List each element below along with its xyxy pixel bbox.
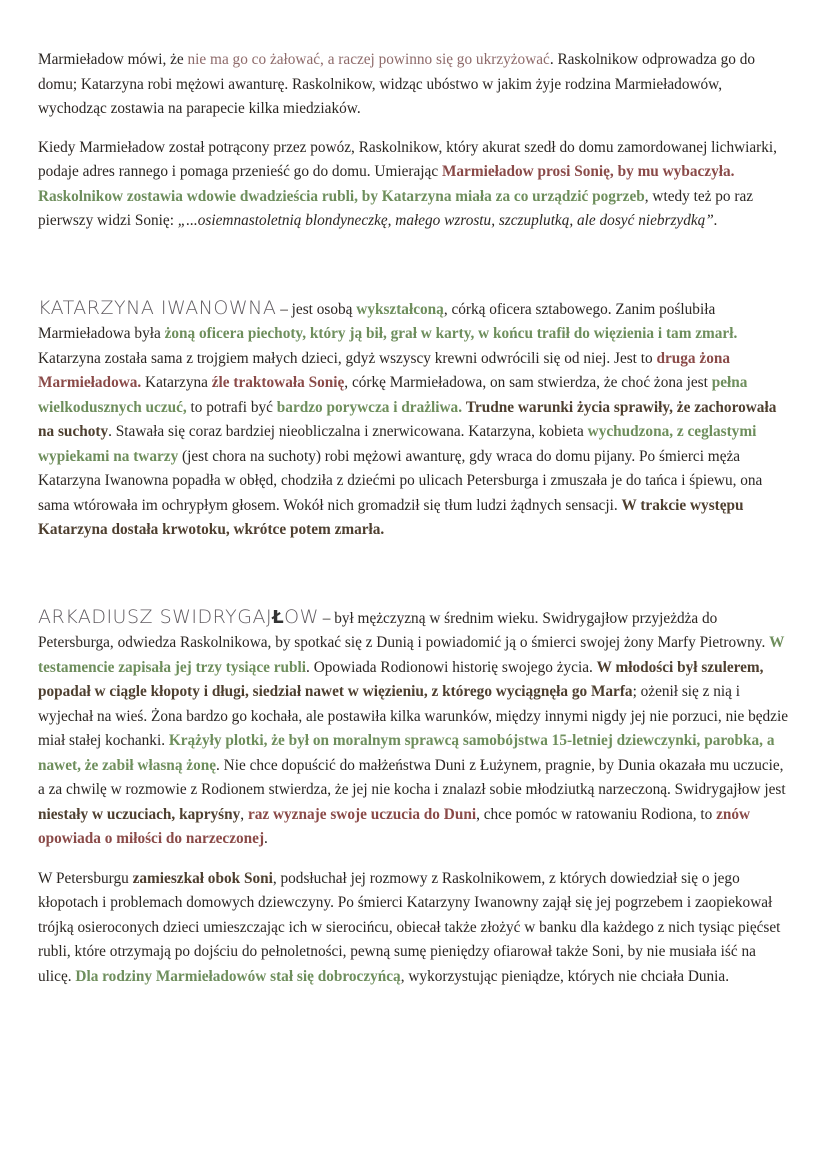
highlight-forgiveness: Marmieładow prosi Sonię, by mu wybaczyła. (441, 163, 735, 180)
highlight-quote: nie ma go co żałować, a raczej powinno się go ukrzyżować (187, 51, 550, 68)
heading-swidrygajlow: ARKADIUSZ SWIDRYGAJŁOW (38, 605, 319, 628)
paragraph-swidrygajlow-petersburg: W Petersburgu zamieszkał obok Soni, podsłuchał jej rozmowy z Raskolnikowem, z których dowiedział się o jego kłopotach i problemach domowych dziewczyny. Po śmierci Katarzyny Iwanowny zajął się jej pogrzebem i zaopiekował trójką osieroconych dzieci umieszczając ich w sierocińcu, obiecał także złożyć w banku dla każdego z nich tysiąc pięćset rubli, które otrzymają po dojściu do pełnoletności, pewną sumę pieniędzy ofiarował także Soni, by nie musiała iść na ulicę. Dla rodziny Marmieładowów stał się dobroczyńcą, wykorzystując pieniądze, których nie chciała Dunia. (38, 869, 781, 985)
heading-katarzyna: KATARZYNA IWANOWNA (38, 296, 277, 319)
section-katarzyna: KATARZYNA IWANOWNA – jest osobą wykształconą, córką oficera sztabowego. Zanim poślubiła Marmieładowa była żoną oficera piechoty, który ją bił, grał w karty, w końcu trafił do więzienia i tam zmarł. Katarzyna została sama z trojgiem małych dzieci, gdyż wszyscy krewni odwrócili się od niej. Jest to druga żona Marmieładowa. Katarzyna źle traktowała Sonię, córkę Marmieładowa, on sam stwierdza, że choć żona jest pełna wielkodusznych uczuć, to potrafi być bardzo porywcza i drażliwa. Trudne warunki życia sprawiły, że zachorowała na suchoty. Stawała się coraz bardziej nieobliczalna i znerwicowana. Katarzyna, kobieta wychudzona, z ceglastymi wypiekami na twarzy (jest chora na suchoty) robi mężowi awanturę, gdy wraca do domu pijany. Po śmierci męża Katarzyna Iwanowna popadła w obłęd, chodziła z dziećmi po ulicach Petersburga i zmuszała je do tańca i śpiewu, ona sama wtórowała im ochrypłym głosem. Wokół nich gromadził się tłum ludzi żądnych sensacji. W trakcie występu Katarzyna dostała krwotoku, wkrótce potem zmarła. (38, 296, 777, 538)
paragraph-marmieladow-intro: Marmieładow mówi, że nie ma go co żałować, a raczej powinno się go ukrzyżować. Raskolnikow odprowadza go do domu; Katarzyna robi mężowi awanturę. Raskolnikow, widząc ubóstwo w jakim żyje rodzina Marmieładowów, wychodząc zostawia na parapecie kilka miedziaków. (38, 51, 756, 117)
document-page (38, 48, 790, 989)
highlight-twenty-rubles: Raskolnikow zostawia wdowie dwadzieścia rubli, by Katarzyna miała za co urządzić pogrzeb (38, 187, 645, 205)
paragraph-marmieladow-accident: Kiedy Marmieładow został potrącony przez powóz, Raskolnikow, który akurat szedł do domu zamordowanej lichwiarki, podaje adres rannego i pomaga przenieść go do domu. Umierając Marmieładow prosi Sonię, by mu wybaczyła. Raskolnikow zostawia wdowie dwadzieścia rubli, by Katarzyna miała za co urządzić pogrzeb, wtedy też po raz pierwszy widzi Sonię: „...osiemnastoletnią blondyneczkę, małego wzrostu, szczuplutką, ale dosyć niebrzydką”. (38, 138, 777, 229)
quote-sonia-description: „...osiemnastoletnią blondyneczkę, małego wzrostu, szczuplutką, ale dosyć niebrzydką”. (177, 212, 718, 229)
section-swidrygajlow: ARKADIUSZ SWIDRYGAJŁOW – był mężczyzną w średnim wieku. Swidrygajłow przyjeżdża do Petersburga, odwiedza Raskolnikowa, by spotkać się z Dunią i powiadomić ją o śmierci swojej żony Marfy Pietrowny. W testamencie zapisała jej trzy tysiące rubli. Opowiada Rodionowi historię swojego życia. W młodości był szulerem, popadał w ciągle kłopoty i długi, siedział nawet w więzieniu, z którego wyciągnęła go Marfa; ożenił się z nią i wyjechał na wieś. Żona bardzo go kochała, ale postawiła kilka warunków, między innymi nigdy jej nie porzuci, nie będzie miał stałej kochanki. Krążyły plotki, że był on moralnym sprawcą samobójstwa 15-letniej dziewczynki, parobka, a nawet, że zabił własną żonę. Nie chce dopuścić do małżeństwa Duni z Łużynem, pragnie, by Dunia okazała mu uczucie, a za chwilę w rozmowie z Rodionem stwierdza, że jej nie kocha i znalazł sobie młodziutką narzeczoną. Swidrygajłow jest niestały w uczuciach, kapryśny, raz wyznaje swoje uczucia do Duni, chce pomóc w ratowaniu Rodiona, to znów opowiada o miłości do narzeczonej. (38, 605, 789, 847)
